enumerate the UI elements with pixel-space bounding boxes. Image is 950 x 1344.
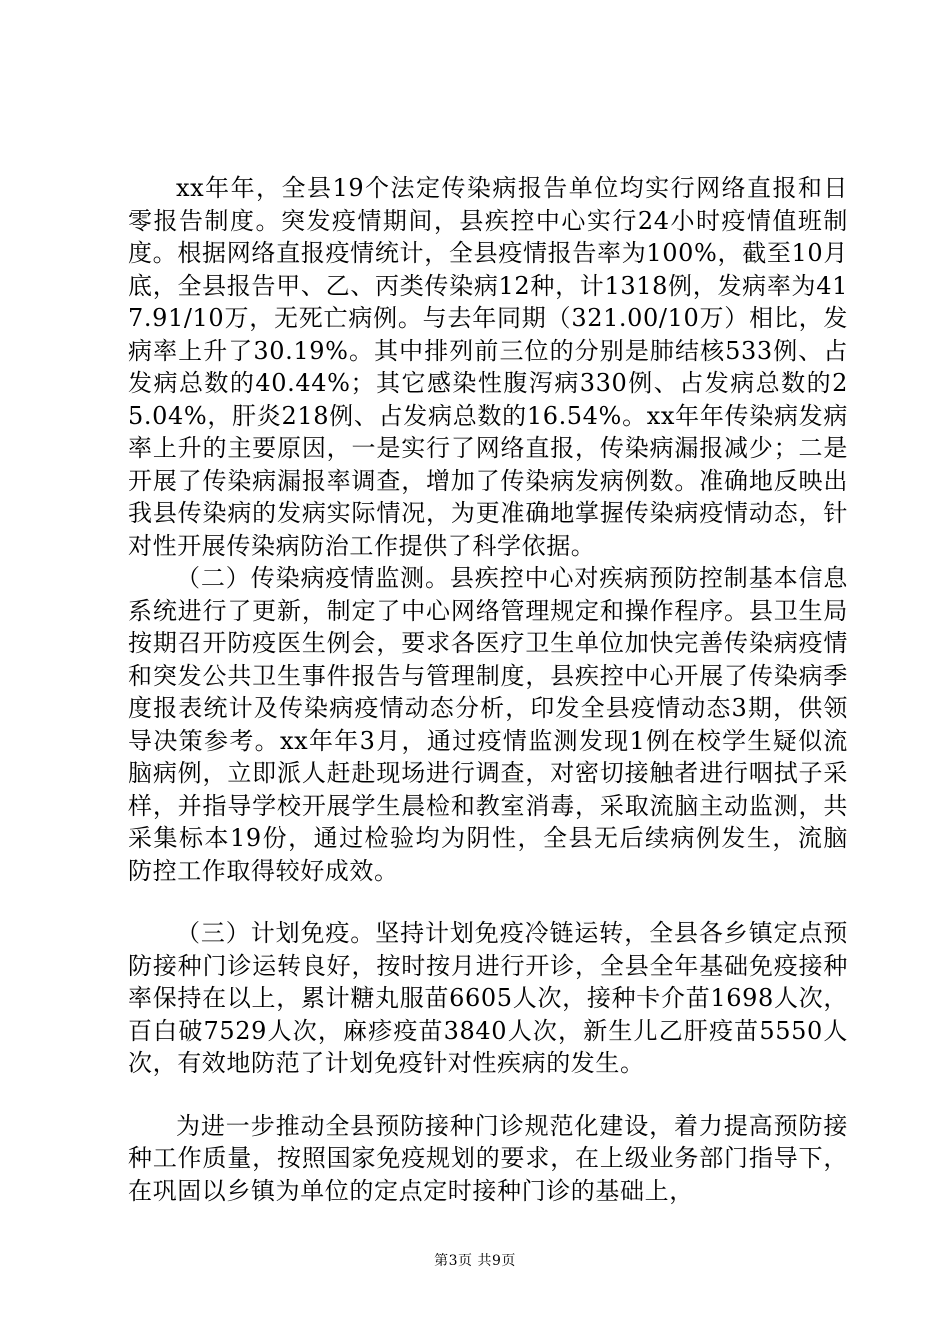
paragraph-epidemic-monitoring: （二）传染病疫情监测。县疾控中心对疾病预防控制基本信息系统进行了更新，制定了中心网络管理规定和操作程序。县卫生局按期召开防疫医生例会，要求各医疗卫生单位加快完善传染病疫情和突发公共卫生事件报告与管理制度，县疾控中心开展了传染病季度报表统计及传染病疫情动态分析，印发全县疫情动态3期，供领导决策参考。xx年年3月，通过疫情监测发现1例在校学生疑似流脑病例，立即派人赶赴现场进行调查，对密切接触者进行咽拭子采样，并指导学校开展学生晨检和教室消毒，采取流脑主动监测，共采集标本19份，通过检验均为阴性，全县无后续病例发生，流脑防控工作取得较好成效。 <box>128 564 848 885</box>
paragraph-planned-immunization: （三）计划免疫。坚持计划免疫冷链运转，全县各乡镇定点预防接种门诊运转良好，按时按月进行开诊，全县全年基础免疫接种率保持在以上，累计糖丸服苗6605人次，接种卡介苗1698人次，百白破7529人次，麻疹疫苗3840人次，新生儿乙肝疫苗5550人次，有效地防范了计划免疫针对性疾病的发生。 <box>128 919 848 1077</box>
paragraph-reporting-summary: xx年年，全县19个法定传染病报告单位均实行网络直报和日零报告制度。突发疫情期间，县疾控中心实行24小时疫情值班制度。根据网络直报疫情统计，全县疫情报告率为100%，截至10月底，全县报告甲、乙、丙类传染病12种，计1318例，发病率为417.91/10万，无死亡病例。与去年同期（321.00/10万）相比，发病率上升了30.19%。其中排列前三位的分别是肺结核533例、占发病总数的40.44%；其它感染性腹泻病330例、占发病总数的25.04%，肝炎218例、占发病总数的16.54%。xx年年传染病发病率上升的主要原因，一是实行了网络直报，传染病漏报减少；二是开展了传染病漏报率调查，增加了传染病发病例数。准确地反映出我县传染病的发病实际情况，为更准确地掌握传染病疫情动态，针对性开展传染病防治工作提供了科学依据。 <box>128 174 848 560</box>
page-number-footer: 第3页 共9页 <box>434 1253 516 1269</box>
paragraph-vaccination-clinic: 为进一步推动全县预防接种门诊规范化建设，着力提高预防接种工作质量，按照国家免疫规划的要求，在上级业务部门指导下，在巩固以乡镇为单位的定点定时接种门诊的基础上， <box>128 1111 848 1205</box>
document-body <box>128 172 848 1207</box>
